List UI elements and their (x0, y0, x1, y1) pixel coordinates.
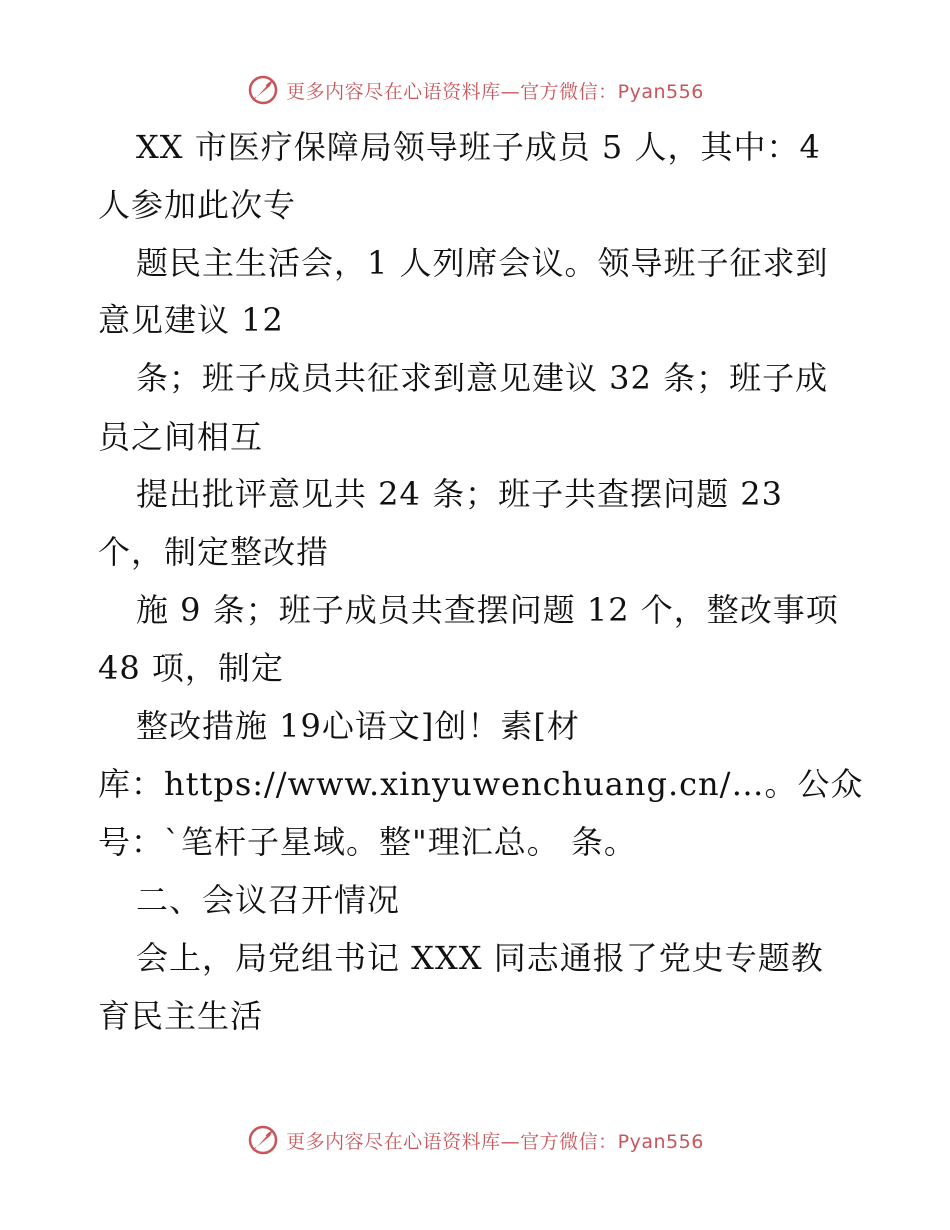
text-line: XX 市医疗保障局领导班子成员 5 人，其中：4 (136, 128, 821, 166)
text-line: 号：`笔杆子星域。整"理汇总。 条。 (98, 823, 637, 861)
text-line: 48 项，制定 (98, 649, 284, 687)
text-line: 提出批评意见共 24 条；班子共查摆问题 23 (136, 475, 783, 513)
text-line: 员之间相互 (98, 418, 264, 456)
text-line: 施 9 条；班子成员共查摆问题 12 个，整改事项 (136, 591, 839, 629)
text-line: 育民主生活 (98, 997, 264, 1035)
text-line: 人参加此次专 (98, 186, 297, 224)
watermark-text: 更多内容尽在心语资料库—官方微信：Pyan556 (286, 1130, 704, 1153)
text-line: 条；班子成员共征求到意见建议 32 条；班子成 (136, 359, 829, 397)
quill-logo-icon (246, 1123, 280, 1157)
watermark-text: 更多内容尽在心语资料库—官方微信：Pyan556 (286, 80, 704, 103)
footer-watermark (0, 1120, 950, 1160)
text-line: 个，制定整改措 (98, 533, 330, 571)
text-line: 会上，局党组书记 XXX 同志通报了党史专题教 (136, 939, 824, 977)
text-line: 题民主生活会，1 人列席会议。领导班子征求到 (136, 244, 829, 282)
text-line: 库：https://www.xinyuwenchuang.cn/…。公众 (98, 765, 864, 803)
text-line: 意见建议 12 (98, 301, 284, 339)
text-line: 整改措施 19心语文]创！素[材 (136, 707, 580, 745)
section-heading: 二、会议召开情况 (136, 881, 401, 919)
